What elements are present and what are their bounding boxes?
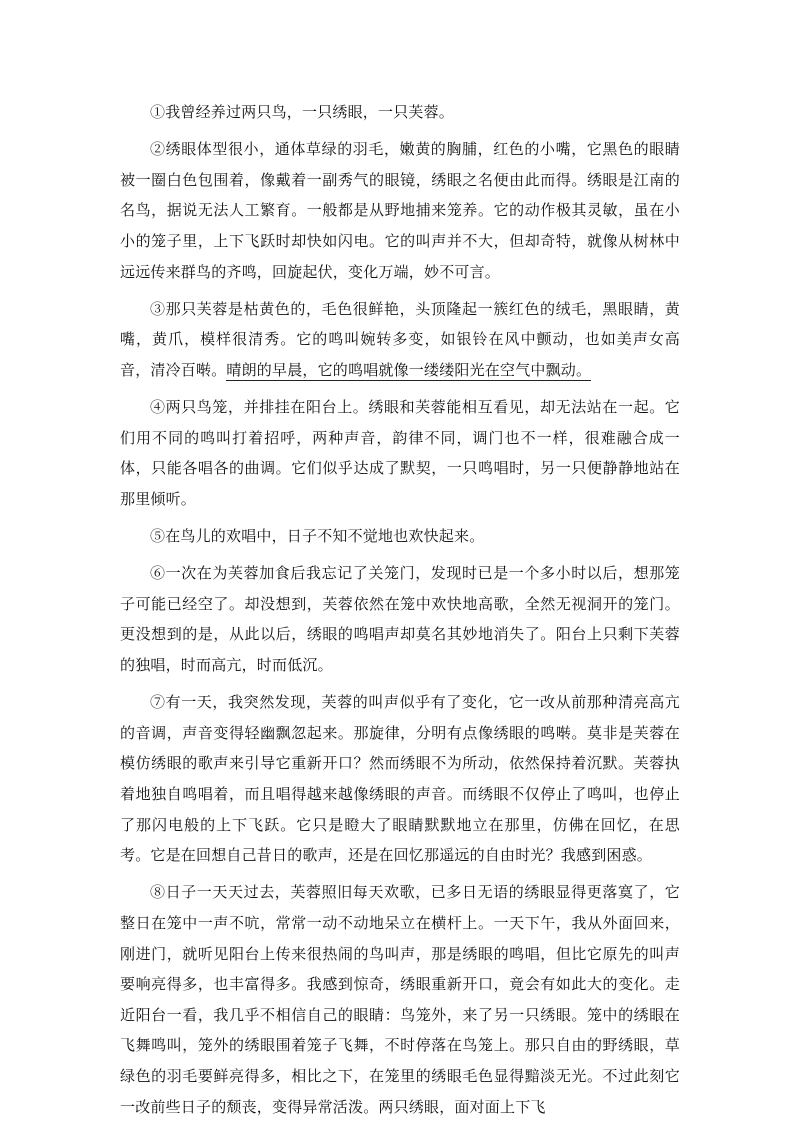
underlined-sentence: 晴朗的早晨，它的鸣唱就像一缕缕阳光在空气中飘动。 — [226, 360, 592, 379]
article-body — [120, 97, 680, 1129]
paragraph-3-text: ③那只芙蓉是枯黄色的，毛色很鲜艳，头顶隆起一簇红色的绒毛，黑眼睛，黄嘴，黄爪，模样很清秀。它的鸣叫婉转多变，如银铃在风中颤动，也如美声女高音，清冷百啭。 — [120, 299, 680, 379]
paragraph-5: ⑤在鸟儿的欢唱中，日子不知不觉地也欢快起来。 — [150, 527, 485, 546]
paragraph-4: ④两只鸟笼，并排挂在阳台上。绣眼和芙蓉能相互看见，却无法站在一起。它们用不同的鸣叫打着招呼，两种声音，韵律不同，调门也不一样，很难融合成一体，只能各唱各的曲调。它们似乎达成了默契，一只鸣唱时，另一只便静静地站在那里倾听。 — [120, 398, 680, 508]
paragraph-8: ⑧日子一天天过去，芙蓉照旧每天欢歌，已多日无语的绣眼显得更落寞了，它整日在笼中一声不吭，常常一动不动地呆立在横杆上。一天下午，我从外面回来，刚进门，就听见阳台上传来很热闹的鸟叫声，那是绣眼的鸣唱，但比它原先的叫声要响亮得多，也丰富得多。我感到惊奇，绣眼重新开口，竟会有如此大的变化。走近阳台一看，我几乎不相信自己的眼睛：鸟笼外，来了另一只绣眼。笼中的绣眼在飞舞鸣叫，笼外的绣眼围着笼子飞舞，不时停落在鸟笼上。那只自由的野绣眼，草绿色的羽毛要鲜亮得多，相比之下，在笼里的绣眼毛色显得黯淡无光。不过此刻它一改前些日子的颓丧，变得异常活泼。两只绣眼，面对面上下飞 — [120, 883, 680, 1116]
paragraph-2: ②绣眼体型很小，通体草绿的羽毛，嫩黄的胸脯，红色的小嘴，它黑色的眼睛被一圈白色包围着，像戴着一副秀气的眼镜，绣眼之名便由此而得。绣眼是江南的名鸟，据说无法人工繁育。一般都是从野地捕来笼养。它的动作极其灵敏，虽在小小的笼子里，上下飞跃时却快如闪电。它的叫声并不大，但却奇特，就像从树林中远远传来群鸟的齐鸣，回旋起伏，变化万端，妙不可言。 — [120, 140, 680, 281]
paragraph-6: ⑥一次在为芙蓉加食后我忘记了关笼门，发现时已是一个多小时以后，想那笼子可能已经空了。却没想到，芙蓉依然在笼中欢快地高歌，全然无视洞开的笼门。更没想到的是，从此以后，绣眼的鸣唱声却莫名其妙地消失了。阳台上只剩下芙蓉的独唱，时而高亢，时而低沉。 — [120, 564, 680, 675]
paragraph-3 — [120, 294, 680, 386]
paragraph-1: ①我曾经养过两只鸟，一只绣眼，一只芙蓉。 — [150, 103, 455, 121]
paragraph-7: ⑦有一天，我突然发现，芙蓉的叫声似乎有了变化，它一改从前那种清亮高亢的音调，声音变得轻幽飘忽起来。那旋律，分明有点像绣眼的鸣啭。莫非是芙蓉在模仿绣眼的歌声来引导它重新开口？然而绣眼不为所动，依然保持着沉默。芙蓉执着地独自鸣唱着，而且唱得越来越像绣眼的声音。而绣眼不仅停止了鸣叫，也停止了那闪电般的上下飞跃。它只是瞪大了眼睛默默地立在那里，仿佛在回忆，在思考。它是在回想自己昔日的歌声，还是在回忆那遥远的自由时光？我感到困惑。 — [120, 693, 680, 865]
